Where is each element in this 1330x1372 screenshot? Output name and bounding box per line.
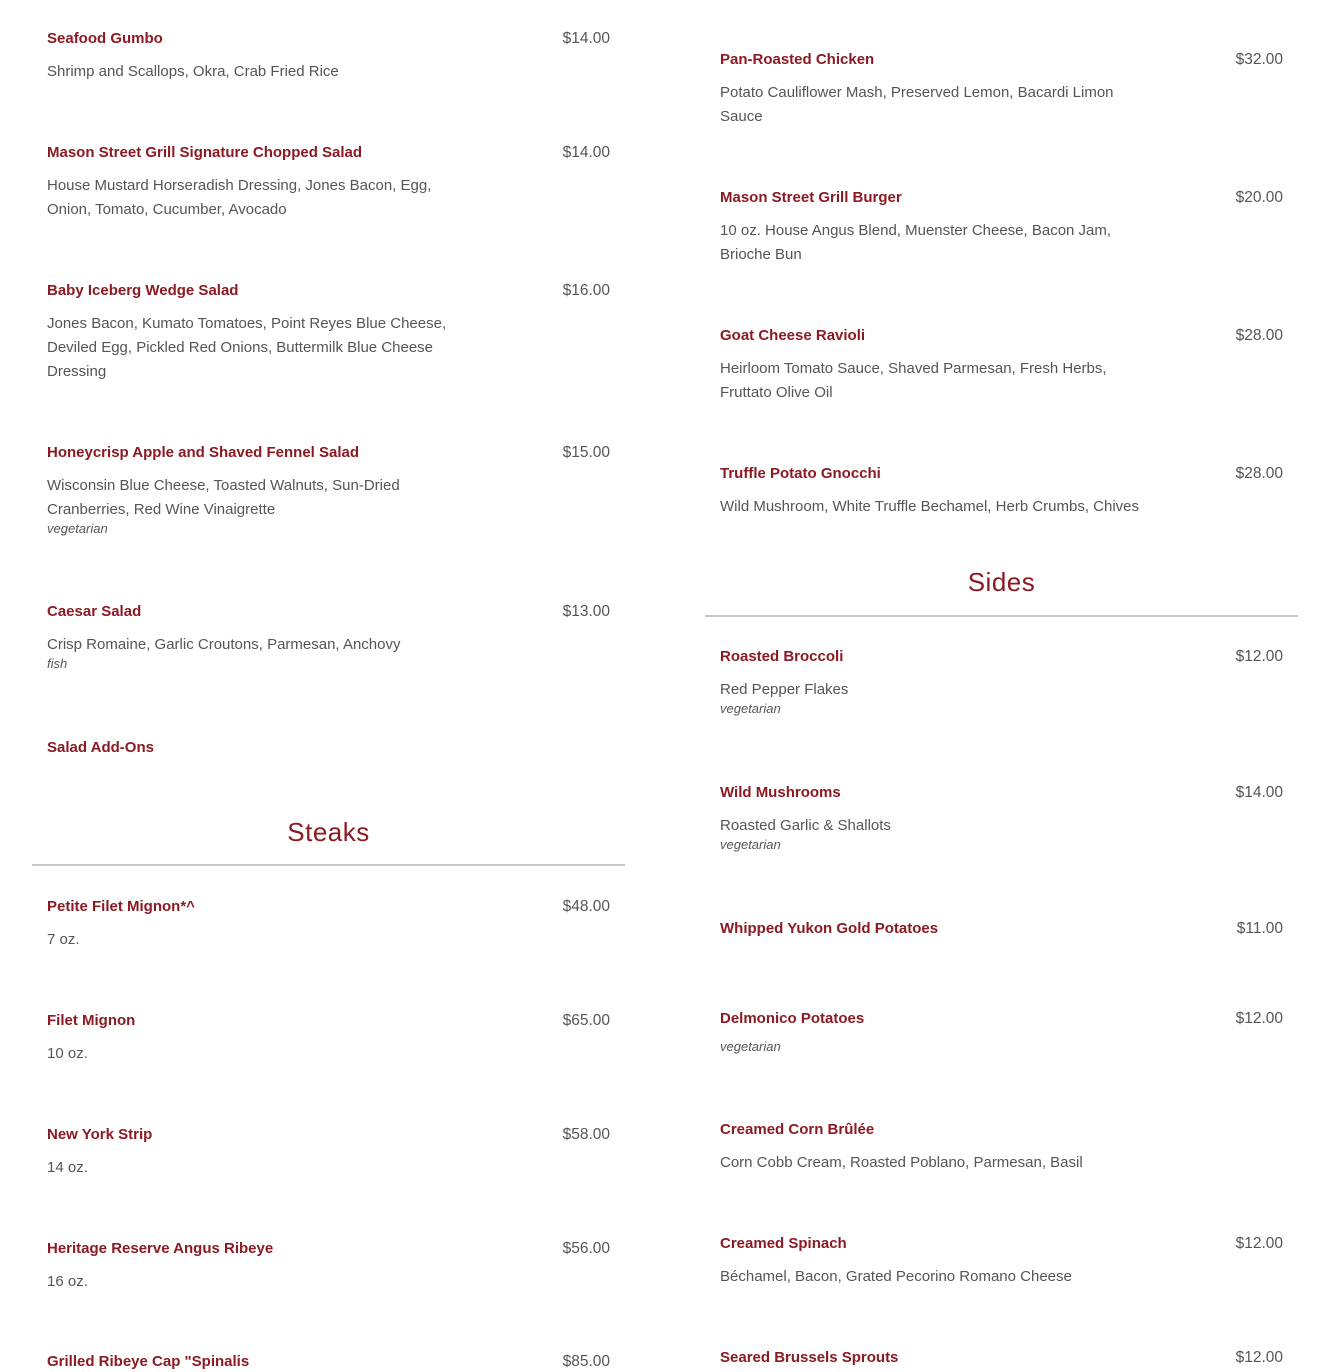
menu-item-name: Grilled Ribeye Cap "Spinalis bbox=[47, 1353, 250, 1370]
menu-item-description: Crisp Romaine, Garlic Croutons, Parmesan, Anchovy bbox=[47, 636, 401, 653]
menu-item-name: Honeycrisp Apple and Shaved Fennel Salad bbox=[47, 444, 360, 461]
menu-item-price: $58.00 bbox=[562, 1126, 610, 1143]
section-divider bbox=[32, 864, 625, 866]
left-menu-column bbox=[32, 0, 625, 1370]
menu-item-name: Seafood Gumbo bbox=[47, 30, 163, 47]
menu-item-price: $12.00 bbox=[1235, 1235, 1283, 1252]
dietary-tag: fish bbox=[47, 656, 68, 671]
menu-item-price: $28.00 bbox=[1235, 465, 1283, 482]
menu-item-price: $56.00 bbox=[562, 1240, 610, 1257]
menu-item-price: $14.00 bbox=[562, 30, 610, 47]
menu-item-description: Béchamel, Bacon, Grated Pecorino Romano Cheese bbox=[720, 1268, 1072, 1285]
menu-item-name: Seared Brussels Sprouts bbox=[720, 1349, 899, 1366]
menu-item-name: Mason Street Grill Signature Chopped Salad bbox=[47, 144, 363, 161]
menu-item-name: Delmonico Potatoes bbox=[720, 1010, 865, 1027]
menu-item-price: $48.00 bbox=[562, 898, 610, 915]
menu-item-description: 16 oz. bbox=[47, 1273, 88, 1290]
menu-item-description: Shrimp and Scallops, Okra, Crab Fried Rice bbox=[47, 63, 339, 80]
menu-item-name: Baby Iceberg Wedge Salad bbox=[47, 282, 239, 299]
section-heading-steaks: Steaks bbox=[287, 817, 370, 847]
menu-item-price: $12.00 bbox=[1235, 648, 1283, 665]
menu-item-price: $12.00 bbox=[1235, 1010, 1283, 1027]
menu-item-name: Pan-Roasted Chicken bbox=[720, 51, 875, 68]
menu-item-price: $16.00 bbox=[562, 282, 610, 299]
menu-item-description: Red Pepper Flakes bbox=[720, 681, 849, 698]
dietary-tag: vegetarian bbox=[720, 701, 781, 716]
menu-item-description: 10 oz. House Angus Blend, Muenster Cheese, Bacon Jam, Brioche Bun bbox=[720, 222, 1112, 263]
menu-item-price: $20.00 bbox=[1235, 189, 1283, 206]
dietary-tag: vegetarian bbox=[720, 837, 781, 852]
menu-item-price: $12.00 bbox=[1235, 1349, 1283, 1366]
menu-item-description: Wild Mushroom, White Truffle Bechamel, Herb Crumbs, Chives bbox=[720, 498, 1140, 515]
menu-item-name: Creamed Corn Brûlée bbox=[720, 1121, 875, 1138]
menu-item-name: New York Strip bbox=[47, 1126, 153, 1143]
menu-item-name: Goat Cheese Ravioli bbox=[720, 327, 866, 344]
menu-item-price: $65.00 bbox=[562, 1012, 610, 1029]
dietary-tag: vegetarian bbox=[720, 1039, 781, 1054]
menu-item-price: $15.00 bbox=[562, 444, 610, 461]
menu-item-description: Corn Cobb Cream, Roasted Poblano, Parmesan, Basil bbox=[720, 1154, 1083, 1171]
menu-item-name: Truffle Potato Gnocchi bbox=[720, 465, 881, 482]
menu-item-name: Roasted Broccoli bbox=[720, 648, 844, 665]
section-heading-sides: Sides bbox=[967, 567, 1036, 597]
menu-item-description: Potato Cauliflower Mash, Preserved Lemon, Bacardi Limon Sauce bbox=[720, 84, 1114, 125]
menu-item-name: Caesar Salad bbox=[47, 603, 142, 620]
menu-item-description: 14 oz. bbox=[47, 1159, 88, 1176]
menu-item-description: 10 oz. bbox=[47, 1045, 88, 1062]
menu-item-description: Wisconsin Blue Cheese, Toasted Walnuts, Sun-Dried Cranberries, Red Wine Vinaigrette bbox=[47, 477, 400, 518]
menu-item-description: Heirloom Tomato Sauce, Shaved Parmesan, Fresh Herbs, Fruttato Olive Oil bbox=[720, 360, 1107, 401]
right-menu-column bbox=[705, 0, 1298, 1367]
menu-item-description: House Mustard Horseradish Dressing, Jones Bacon, Egg, Onion, Tomato, Cucumber, Avocado bbox=[47, 177, 432, 218]
menu-item-price: $32.00 bbox=[1235, 51, 1283, 68]
menu-item-description: Roasted Garlic & Shallots bbox=[720, 817, 891, 834]
section-divider bbox=[705, 615, 1298, 617]
menu-item-price: $11.00 bbox=[1236, 920, 1283, 937]
menu-item-description: Jones Bacon, Kumato Tomatoes, Point Reyes Blue Cheese, Deviled Egg, Pickled Red Onions, Buttermilk Blue Cheese Dressing bbox=[47, 315, 447, 380]
menu-item-name: Filet Mignon bbox=[47, 1012, 136, 1029]
menu-item-name: Wild Mushrooms bbox=[720, 784, 841, 801]
menu-item-name: Petite Filet Mignon*^ bbox=[47, 898, 195, 915]
menu-item-description: 7 oz. bbox=[47, 931, 80, 948]
menu-item-price: $13.00 bbox=[562, 603, 610, 620]
dietary-tag: vegetarian bbox=[47, 521, 108, 536]
menu-item-name: Salad Add-Ons bbox=[47, 739, 154, 756]
menu-item-price: $14.00 bbox=[1235, 784, 1283, 801]
menu-item-name: Creamed Spinach bbox=[720, 1235, 847, 1252]
menu-item-price: $14.00 bbox=[562, 144, 610, 161]
menu-item-name: Mason Street Grill Burger bbox=[720, 189, 902, 206]
menu-item-name: Whipped Yukon Gold Potatoes bbox=[720, 920, 939, 937]
menu-item-price: $28.00 bbox=[1235, 327, 1283, 344]
menu-item-price: $85.00 bbox=[562, 1353, 610, 1370]
menu-item-name: Heritage Reserve Angus Ribeye bbox=[47, 1240, 274, 1257]
